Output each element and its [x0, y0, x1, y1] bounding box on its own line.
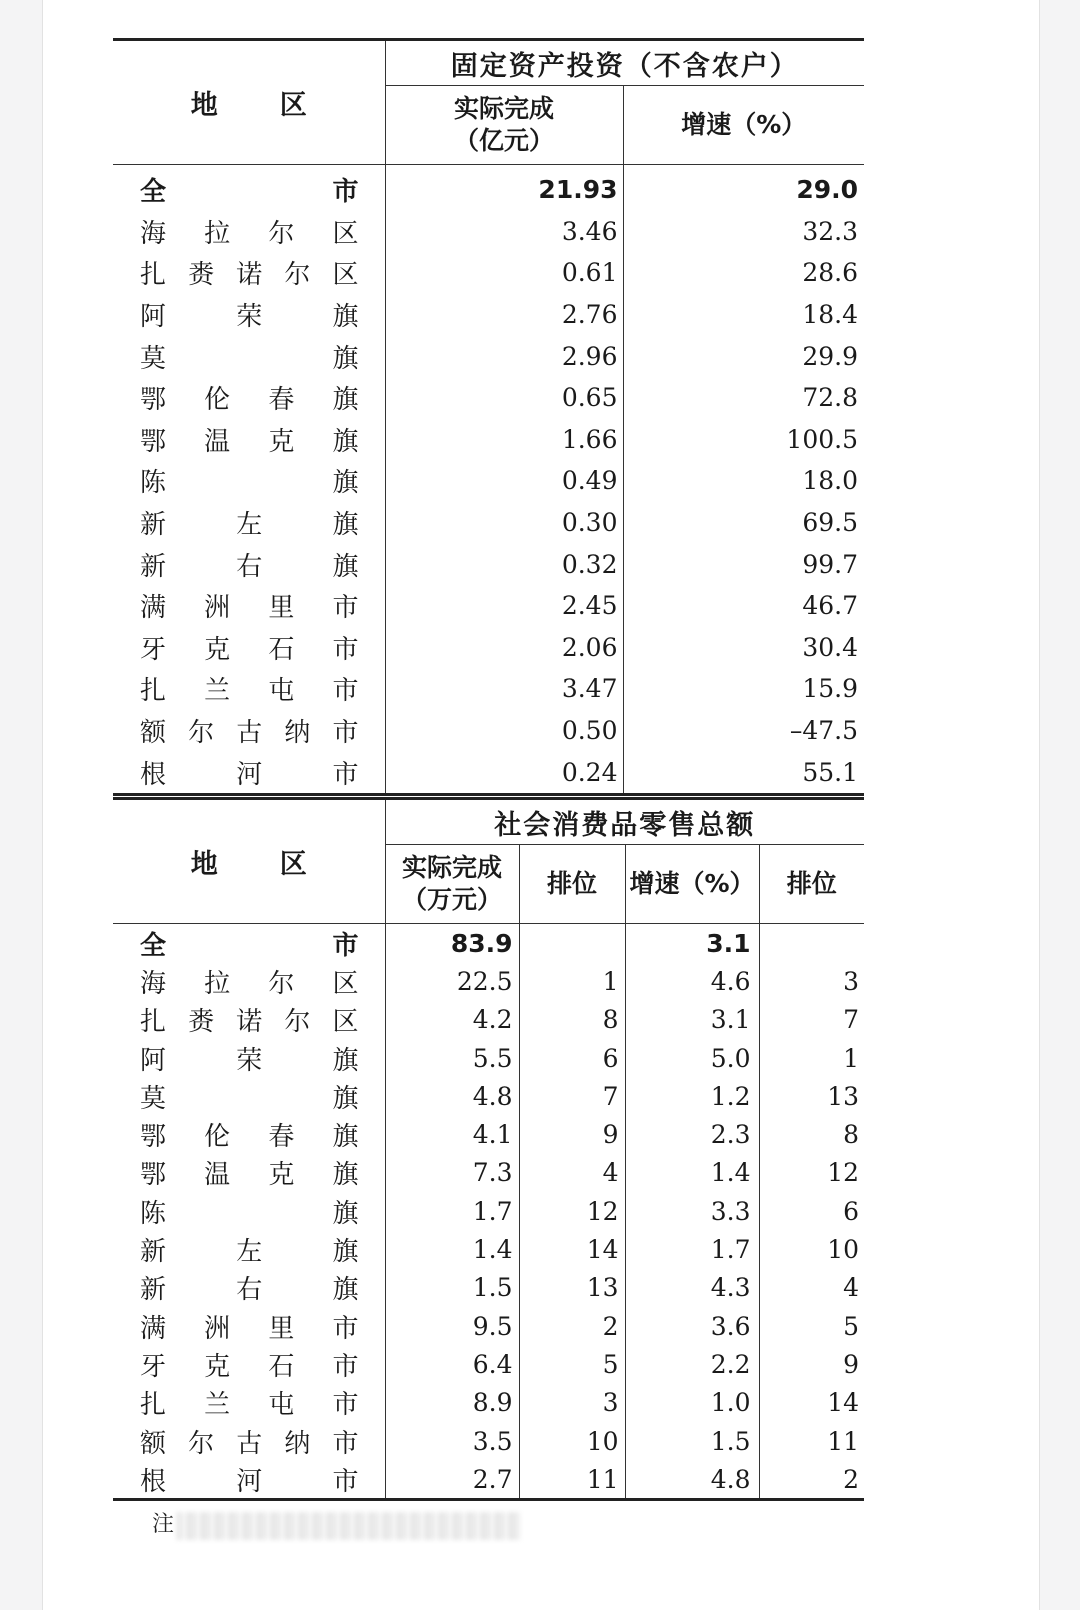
- region-name-cell: [113, 1001, 385, 1039]
- amount-cell: 4.1: [385, 1115, 519, 1153]
- region-header-char: 区: [279, 90, 307, 121]
- region-name-char: 纳: [284, 718, 311, 749]
- amount-cell: 7.3: [385, 1154, 519, 1192]
- region-name-char: 古: [236, 718, 263, 749]
- region-name-char: 右: [236, 1275, 263, 1306]
- table-row: [113, 294, 864, 336]
- table-row: [113, 335, 864, 377]
- rank1-cell: 10: [519, 1422, 625, 1460]
- amount-cell: 1.66: [385, 419, 623, 461]
- region-name-char: 扎: [140, 260, 167, 291]
- region-name-char: 伦: [204, 385, 231, 416]
- region-name-char: 海: [140, 968, 167, 999]
- amount-cell: 21.93: [385, 165, 623, 211]
- rank2-cell: [759, 924, 864, 963]
- growth-cell: 18.0: [623, 460, 864, 502]
- region-name-cell: [113, 165, 385, 211]
- table-row: [113, 1115, 864, 1153]
- growth-cell: 15.9: [623, 668, 864, 710]
- region-name-char: 鄂: [140, 1122, 167, 1153]
- region-name-char: 新: [140, 551, 167, 582]
- region-name-char: 市: [332, 1466, 359, 1497]
- region-name-char: 海: [140, 218, 167, 249]
- table-row: [113, 1269, 864, 1307]
- region-name-char: 屯: [268, 1390, 295, 1421]
- region-name-char: 新: [140, 1237, 167, 1268]
- amount-cell: 3.47: [385, 668, 623, 710]
- amount-cell: 2.06: [385, 627, 623, 669]
- growth-cell: 1.4: [625, 1154, 759, 1192]
- region-name-cell: [113, 211, 385, 253]
- table-row: [113, 1154, 864, 1192]
- region-name-char: 市: [332, 1351, 359, 1382]
- region-name-cell: [113, 460, 385, 502]
- rank2-cell: 2: [759, 1460, 864, 1500]
- region-name-char: 赉: [188, 260, 215, 291]
- region-name-char: 旗: [332, 510, 359, 541]
- table-row: [113, 1307, 864, 1345]
- region-name-cell: [113, 1269, 385, 1307]
- rank1-cell: 3: [519, 1384, 625, 1422]
- region-name-cell: [113, 1154, 385, 1192]
- region-name-cell: [113, 751, 385, 794]
- region-name-char: 市: [332, 634, 359, 665]
- amount-header-line2: （亿元）: [453, 126, 554, 155]
- growth-cell: 1.2: [625, 1077, 759, 1115]
- rank2-column-header: 排位: [759, 845, 864, 924]
- table-row: [113, 1422, 864, 1460]
- region-name-char: 新: [140, 1275, 167, 1306]
- amount-cell: 3.46: [385, 211, 623, 253]
- amount-cell: 0.30: [385, 502, 623, 544]
- blurred-footnote-text: [176, 1512, 521, 1540]
- region-name-char: 春: [268, 385, 295, 416]
- rank2-cell: 10: [759, 1230, 864, 1268]
- rank1-cell: 6: [519, 1039, 625, 1077]
- growth-cell: 29.9: [623, 335, 864, 377]
- region-name-char: 旗: [332, 343, 359, 374]
- growth-cell: 4.8: [625, 1460, 759, 1500]
- region-name-char: 阿: [140, 1045, 167, 1076]
- region-name-char: 市: [332, 718, 359, 749]
- region-name-char: 尔: [284, 260, 311, 291]
- growth-cell: 3.6: [625, 1307, 759, 1345]
- region-name-cell: [113, 377, 385, 419]
- rank1-cell: 13: [519, 1269, 625, 1307]
- table-row: [113, 585, 864, 627]
- growth-column-header: 增速（%）: [625, 845, 759, 924]
- region-name-cell: [113, 1460, 385, 1500]
- region-name-cell: [113, 502, 385, 544]
- amount-header-line1: 实际完成: [453, 94, 554, 123]
- growth-cell: 2.2: [625, 1345, 759, 1383]
- region-name-char: 市: [332, 676, 359, 707]
- region-name-char: 温: [204, 1160, 231, 1191]
- region-name-char: 尔: [188, 1428, 215, 1459]
- retail-sales-table: [113, 797, 864, 1501]
- region-name-char: 根: [140, 759, 167, 790]
- table-row: [113, 1230, 864, 1268]
- amount-cell: 83.9: [385, 924, 519, 963]
- rank1-cell: 12: [519, 1192, 625, 1230]
- region-header-char: 地: [190, 849, 218, 880]
- region-name-char: 河: [236, 759, 263, 790]
- table-row: [113, 460, 864, 502]
- region-name-char: 诺: [236, 1007, 263, 1038]
- region-name-char: 旗: [332, 1083, 359, 1114]
- region-name-cell: [113, 1307, 385, 1345]
- region-name-char: 旗: [332, 1275, 359, 1306]
- region-name-cell: [113, 1039, 385, 1077]
- amount-column-header: [385, 845, 519, 924]
- region-name-char: 洲: [204, 1313, 231, 1344]
- region-name-char: 区: [332, 218, 359, 249]
- footnote-label: 注: [152, 1512, 175, 1537]
- region-name-char: 市: [332, 593, 359, 624]
- amount-cell: 2.7: [385, 1460, 519, 1500]
- rank1-cell: 9: [519, 1115, 625, 1153]
- region-name-char: 市: [332, 759, 359, 790]
- growth-cell: 46.7: [623, 585, 864, 627]
- rank1-column-header: 排位: [519, 845, 625, 924]
- amount-cell: 1.5: [385, 1269, 519, 1307]
- table-row: [113, 751, 864, 794]
- rank2-cell: 7: [759, 1001, 864, 1039]
- table-body: [113, 924, 864, 1500]
- table-row: [113, 962, 864, 1000]
- region-name-char: 春: [268, 1122, 295, 1153]
- rank2-cell: 5: [759, 1307, 864, 1345]
- rank1-cell: 1: [519, 962, 625, 1000]
- region-name-char: 旗: [332, 1237, 359, 1268]
- table-row: [113, 502, 864, 544]
- region-name-cell: [113, 1422, 385, 1460]
- rank2-cell: 8: [759, 1115, 864, 1153]
- fixed-asset-investment-table: [113, 38, 864, 796]
- amount-cell: 0.65: [385, 377, 623, 419]
- amount-cell: 0.24: [385, 751, 623, 794]
- region-name-cell: [113, 1115, 385, 1153]
- region-name-char: 温: [204, 426, 231, 457]
- table-row: [113, 1384, 864, 1422]
- group-header: 社会消费品零售总额: [385, 799, 864, 845]
- rank2-cell: 3: [759, 962, 864, 1000]
- amount-cell: 6.4: [385, 1345, 519, 1383]
- growth-cell: 29.0: [623, 165, 864, 211]
- table-row: [113, 1345, 864, 1383]
- region-name-char: 牙: [140, 1351, 167, 1382]
- region-name-char: 旗: [332, 1045, 359, 1076]
- region-name-char: 纳: [284, 1428, 311, 1459]
- table-row: [113, 377, 864, 419]
- amount-column-header: [385, 86, 623, 165]
- amount-cell: 3.5: [385, 1422, 519, 1460]
- region-name-cell: [113, 585, 385, 627]
- region-name-char: 旗: [332, 302, 359, 333]
- region-name-char: 左: [236, 1237, 263, 1268]
- growth-cell: 99.7: [623, 543, 864, 585]
- region-header: [113, 40, 385, 165]
- table-row: [113, 1001, 864, 1039]
- region-name-char: 古: [236, 1428, 263, 1459]
- growth-column-header: 增速（%）: [623, 86, 864, 165]
- table-row: [113, 419, 864, 461]
- region-name-cell: [113, 710, 385, 752]
- growth-cell: 3.1: [625, 1001, 759, 1039]
- region-header-char: 区: [279, 849, 307, 880]
- region-header-char: 地: [190, 90, 218, 121]
- rank2-cell: 11: [759, 1422, 864, 1460]
- table-row: [113, 1192, 864, 1230]
- region-name-char: 旗: [332, 551, 359, 582]
- region-name-char: 市: [332, 930, 359, 961]
- region-name-char: 拉: [204, 218, 231, 249]
- table-row: [113, 1460, 864, 1500]
- region-name-char: 石: [268, 1351, 295, 1382]
- growth-cell: –47.5: [623, 710, 864, 752]
- rank1-cell: 5: [519, 1345, 625, 1383]
- region-name-char: 区: [332, 1007, 359, 1038]
- amount-cell: 2.45: [385, 585, 623, 627]
- region-name-char: 旗: [332, 426, 359, 457]
- region-name-char: 扎: [140, 1007, 167, 1038]
- rank1-cell: 11: [519, 1460, 625, 1500]
- region-name-char: 洲: [204, 593, 231, 624]
- amount-cell: 1.4: [385, 1230, 519, 1268]
- amount-cell: 2.96: [385, 335, 623, 377]
- region-name-char: 里: [268, 593, 295, 624]
- region-name-char: 莫: [140, 1083, 167, 1114]
- table-row: [113, 1039, 864, 1077]
- region-name-char: 石: [268, 634, 295, 665]
- region-name-cell: [113, 924, 385, 963]
- region-name-char: 旗: [332, 1122, 359, 1153]
- amount-cell: 4.8: [385, 1077, 519, 1115]
- rank2-cell: 1: [759, 1039, 864, 1077]
- amount-cell: 22.5: [385, 962, 519, 1000]
- region-name-cell: [113, 252, 385, 294]
- region-name-char: 区: [332, 260, 359, 291]
- region-name-cell: [113, 1230, 385, 1268]
- table-row: [113, 924, 864, 963]
- region-name-char: 市: [332, 1313, 359, 1344]
- rank2-cell: 14: [759, 1384, 864, 1422]
- region-name-char: 兰: [204, 1390, 231, 1421]
- region-name-char: 新: [140, 510, 167, 541]
- region-name-char: 莫: [140, 343, 167, 374]
- rank2-cell: 4: [759, 1269, 864, 1307]
- region-name-char: 区: [332, 968, 359, 999]
- region-name-char: 左: [236, 510, 263, 541]
- region-name-char: 尔: [268, 968, 295, 999]
- region-name-char: 鄂: [140, 1160, 167, 1191]
- growth-cell: 30.4: [623, 627, 864, 669]
- region-name-char: 里: [268, 1313, 295, 1344]
- growth-cell: 3.3: [625, 1192, 759, 1230]
- growth-cell: 1.7: [625, 1230, 759, 1268]
- region-name-char: 全: [140, 177, 167, 208]
- region-name-char: 根: [140, 1466, 167, 1497]
- region-name-cell: [113, 294, 385, 336]
- region-name-char: 鄂: [140, 385, 167, 416]
- growth-cell: 69.5: [623, 502, 864, 544]
- region-name-char: 扎: [140, 676, 167, 707]
- rank1-cell: 14: [519, 1230, 625, 1268]
- rank2-cell: 13: [759, 1077, 864, 1115]
- amount-cell: 2.76: [385, 294, 623, 336]
- region-name-char: 拉: [204, 968, 231, 999]
- region-name-cell: [113, 1384, 385, 1422]
- amount-header-line2: （万元）: [401, 885, 502, 914]
- region-name-char: 满: [140, 593, 167, 624]
- amount-cell: 0.49: [385, 460, 623, 502]
- region-name-char: 陈: [140, 468, 167, 499]
- growth-cell: 55.1: [623, 751, 864, 794]
- region-name-char: 满: [140, 1313, 167, 1344]
- table-row: [113, 543, 864, 585]
- table-row: [113, 211, 864, 253]
- amount-cell: 8.9: [385, 1384, 519, 1422]
- rank1-cell: [519, 924, 625, 963]
- table-row: [113, 668, 864, 710]
- growth-cell: 1.5: [625, 1422, 759, 1460]
- region-name-char: 克: [268, 426, 295, 457]
- region-name-char: 扎: [140, 1390, 167, 1421]
- amount-header-line1: 实际完成: [401, 853, 502, 882]
- region-header: [113, 799, 385, 924]
- region-name-char: 牙: [140, 634, 167, 665]
- region-name-cell: [113, 335, 385, 377]
- region-name-char: 尔: [284, 1007, 311, 1038]
- growth-cell: 32.3: [623, 211, 864, 253]
- rank1-cell: 2: [519, 1307, 625, 1345]
- region-name-char: 克: [204, 1351, 231, 1382]
- rank1-cell: 7: [519, 1077, 625, 1115]
- region-name-char: 屯: [268, 676, 295, 707]
- amount-cell: 0.61: [385, 252, 623, 294]
- region-name-char: 伦: [204, 1122, 231, 1153]
- region-name-char: 旗: [332, 1198, 359, 1229]
- table-row: [113, 165, 864, 211]
- table-row: [113, 1077, 864, 1115]
- region-name-cell: [113, 668, 385, 710]
- region-name-char: 市: [332, 177, 359, 208]
- region-name-char: 赉: [188, 1007, 215, 1038]
- region-name-char: 荣: [236, 1045, 263, 1076]
- growth-cell: 5.0: [625, 1039, 759, 1077]
- region-name-cell: [113, 1345, 385, 1383]
- table-body: [113, 165, 864, 795]
- region-name-cell: [113, 962, 385, 1000]
- growth-cell: 3.1: [625, 924, 759, 963]
- region-name-char: 诺: [236, 260, 263, 291]
- growth-cell: 18.4: [623, 294, 864, 336]
- region-name-char: 全: [140, 930, 167, 961]
- growth-cell: 72.8: [623, 377, 864, 419]
- region-name-char: 旗: [332, 1160, 359, 1191]
- region-name-cell: [113, 1192, 385, 1230]
- rank1-cell: 4: [519, 1154, 625, 1192]
- growth-cell: 4.3: [625, 1269, 759, 1307]
- amount-cell: 0.32: [385, 543, 623, 585]
- amount-cell: 9.5: [385, 1307, 519, 1345]
- rank2-cell: 9: [759, 1345, 864, 1383]
- table-row: [113, 710, 864, 752]
- region-name-char: 克: [204, 634, 231, 665]
- region-name-char: 尔: [268, 218, 295, 249]
- region-name-char: 鄂: [140, 426, 167, 457]
- rank1-cell: 8: [519, 1001, 625, 1039]
- region-name-char: 河: [236, 1466, 263, 1497]
- region-name-char: 尔: [188, 718, 215, 749]
- region-name-cell: [113, 419, 385, 461]
- table-row: [113, 627, 864, 669]
- growth-cell: 2.3: [625, 1115, 759, 1153]
- region-name-char: 阿: [140, 302, 167, 333]
- region-name-char: 陈: [140, 1198, 167, 1229]
- region-name-char: 兰: [204, 676, 231, 707]
- region-name-char: 市: [332, 1428, 359, 1459]
- table-row: [113, 252, 864, 294]
- region-name-char: 荣: [236, 302, 263, 333]
- amount-cell: 0.50: [385, 710, 623, 752]
- group-header: 固定资产投资（不含农户）: [385, 40, 864, 86]
- region-name-char: 右: [236, 551, 263, 582]
- amount-cell: 1.7: [385, 1192, 519, 1230]
- region-name-char: 克: [268, 1160, 295, 1191]
- region-name-cell: [113, 543, 385, 585]
- region-name-char: 市: [332, 1390, 359, 1421]
- region-name-char: 额: [140, 718, 167, 749]
- amount-cell: 4.2: [385, 1001, 519, 1039]
- region-name-cell: [113, 627, 385, 669]
- growth-cell: 4.6: [625, 962, 759, 1000]
- growth-cell: 100.5: [623, 419, 864, 461]
- region-name-char: 额: [140, 1428, 167, 1459]
- rank2-cell: 12: [759, 1154, 864, 1192]
- amount-cell: 5.5: [385, 1039, 519, 1077]
- rank2-cell: 6: [759, 1192, 864, 1230]
- region-name-char: 旗: [332, 468, 359, 499]
- growth-cell: 1.0: [625, 1384, 759, 1422]
- region-name-cell: [113, 1077, 385, 1115]
- growth-cell: 28.6: [623, 252, 864, 294]
- region-name-char: 旗: [332, 385, 359, 416]
